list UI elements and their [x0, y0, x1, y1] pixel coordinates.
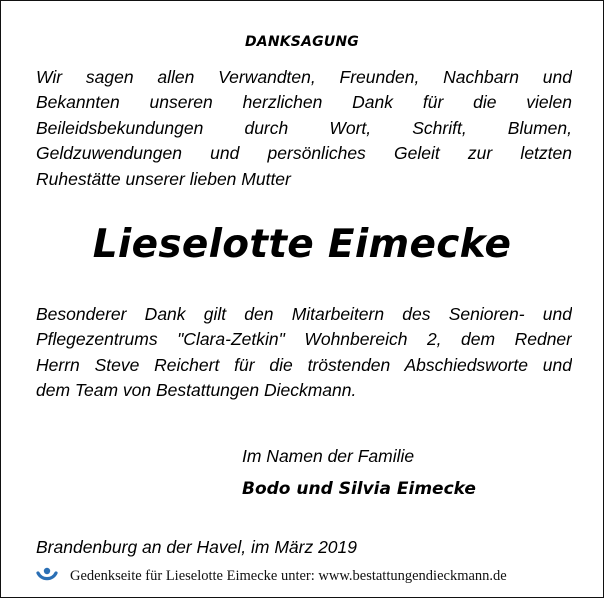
memorial-footer: [34, 563, 507, 589]
notice-heading: DANKSAGUNG: [244, 34, 359, 50]
place-and-date: Brandenburg an der Havel, im März 2019: [36, 537, 358, 557]
signature-label: Im Namen der Familie: [242, 446, 415, 466]
special-thanks-paragraph: [36, 302, 572, 404]
signature-names: Bodo und Silvia Eimecke: [242, 479, 476, 499]
thanks-line: Geldzuwendungen und persönliches Geleit zur letzten: [36, 143, 572, 164]
deceased-name: Lieselotte Eimecke: [92, 222, 512, 267]
special-thanks-line: Besonderer Dank gilt den Mitarbeitern des Senioren- und: [36, 304, 572, 324]
thanks-line: Beileidsbekundungen durch Wort, Schrift, Blumen,: [36, 117, 572, 138]
memorial-logo-icon: [34, 563, 60, 589]
thanks-line: Wir sagen allen Verwandten, Freunden, Nachbarn und: [36, 67, 572, 87]
special-thanks-line: Pflegezentrums "Clara-Zetkin" Wohnbereich 2, dem Redner: [36, 329, 572, 350]
memorial-page-link[interactable]: Gedenkseite für Lieselotte Eimecke unter: www.bestattungendieckmann.de: [70, 567, 507, 584]
thanks-paragraph: [36, 65, 572, 192]
thanks-line: Bekannten unseren herzlichen Dank für die vielen: [36, 92, 572, 113]
special-thanks-line: dem Team von Bestattungen Dieckmann.: [36, 380, 357, 401]
thanks-line: Ruhestätte unserer lieben Mutter: [36, 168, 291, 189]
special-thanks-line: Herrn Steve Reichert für die tröstenden Abschiedsworte und: [36, 354, 572, 375]
